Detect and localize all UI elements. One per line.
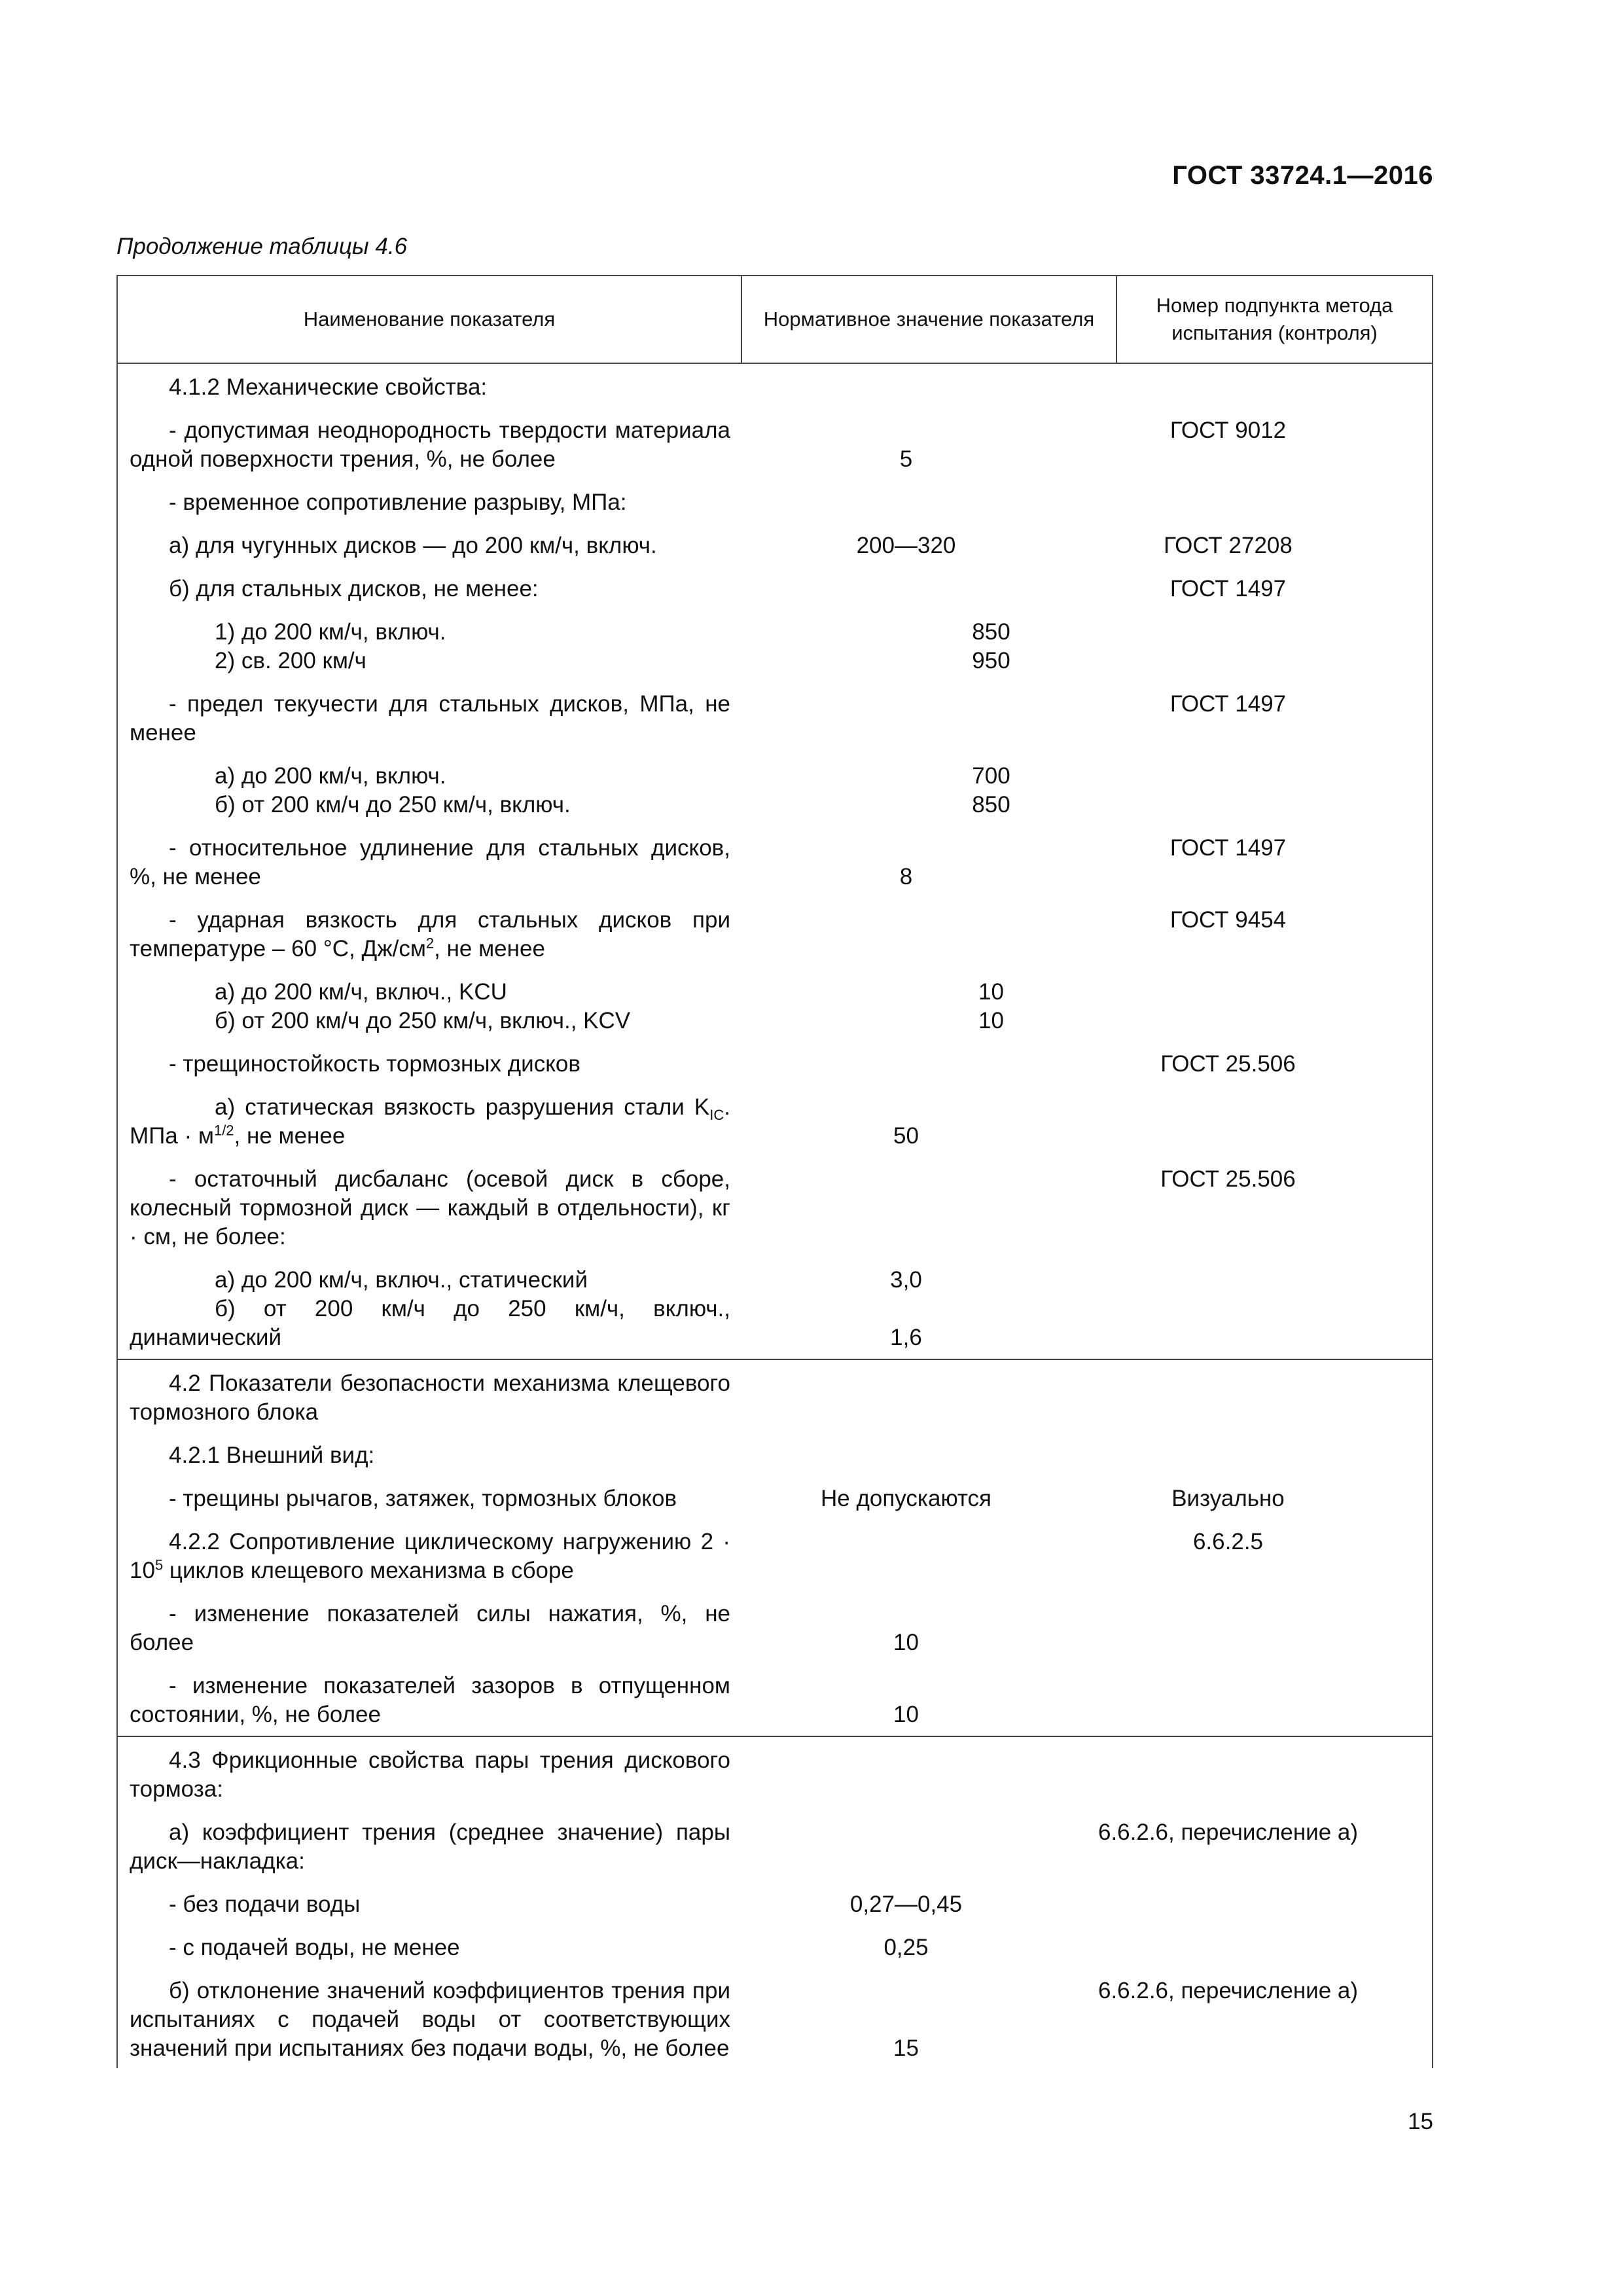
row-value: 8 (899, 864, 913, 889)
row-name-line: а) до 200 км/ч, включ. (215, 763, 446, 789)
row-name: - с подачей воды, не менее (169, 1935, 460, 1960)
table-row (130, 1093, 1420, 1151)
row-method (1167, 762, 1459, 819)
row-name: 4.2.2 Сопротивление циклическому нагружению $2 \cdot 10^5$ циклов клещевого механизма в сборе (130, 1529, 730, 1583)
row-value-line: 10 (978, 1008, 1004, 1033)
table-row (130, 1165, 1420, 1251)
row-method (1082, 1093, 1374, 1151)
row-method (1082, 1266, 1374, 1352)
page-number: 15 (1408, 2109, 1433, 2134)
row-value: 50 (893, 1123, 919, 1149)
row-method (1082, 1746, 1374, 1804)
row-name: 4.2 Показатели безопасности механизма клещевого тормозного блока (130, 1371, 730, 1425)
table-row (130, 906, 1420, 963)
row-name: 4.1.2 Механические свойства: (169, 374, 488, 400)
section-friction-properties (117, 1736, 1433, 2068)
row-method: ГОСТ 1497 (1169, 835, 1287, 861)
table-row (130, 416, 1420, 474)
row-name-line: а) до 200 км/ч, включ., статический (215, 1267, 588, 1293)
row-method (1082, 373, 1374, 402)
row-value (730, 575, 1082, 603)
row-name (130, 618, 815, 675)
row-value-line: 850 (972, 619, 1010, 645)
row-name: - трещиностойкость тормозных дисков (169, 1051, 580, 1077)
section-caliper-safety (117, 1359, 1433, 1736)
row-name: 4.3 Фрикционные свойства пары трения дискового тормоза: (130, 1748, 730, 1802)
row-value: 10 (893, 1702, 919, 1727)
row-name-line: б) от 200 км/ч до 250 км/ч, включ., динамический (130, 1296, 730, 1350)
header-indicator-name: Наименование показателя (117, 276, 741, 363)
row-name-line: б) от 200 км/ч до 250 км/ч, включ., KCV (215, 1008, 631, 1033)
row-name (130, 978, 815, 1035)
row-name-line: а) до 200 км/ч, включ., KCU (215, 979, 507, 1005)
row-value: 200—320 (856, 533, 956, 558)
row-value (730, 1369, 1082, 1427)
table-row (130, 1600, 1420, 1657)
row-name: 4.2.1 Внешний вид: (169, 1443, 375, 1468)
row-value-line: 3,0 (890, 1267, 922, 1293)
row-name-line: 2) св. 200 км/ч (215, 648, 366, 673)
row-value (730, 373, 1082, 402)
table-row (130, 1933, 1420, 1962)
row-value: 10 (893, 1630, 919, 1655)
row-method (1167, 978, 1459, 1035)
table-row (130, 1484, 1420, 1513)
row-method (1167, 618, 1459, 675)
row-name: - изменение показателей зазоров в отпущенном состоянии, %, не более (130, 1673, 730, 1727)
table-row (130, 618, 1420, 675)
row-name: б) отклонение значений коэффициентов трения при испытаниях с подачей воды от соответствующих значений при испытаниях без подачи воды, %, не более (130, 1978, 730, 2061)
table-row (130, 1672, 1420, 1729)
table-row (130, 834, 1420, 891)
table-header-row (117, 276, 1433, 363)
row-name: а) статическая вязкость разрушения стали $K_{IC}$. МПа · $м^{1/2}$, не менее (130, 1094, 730, 1149)
row-value (730, 1165, 1082, 1251)
row-method: ГОСТ 1497 (1169, 576, 1287, 601)
row-name: - относительное удлинение для стальных дисков, %, не менее (130, 835, 730, 889)
row-method (1082, 1672, 1374, 1729)
row-method (1082, 1600, 1374, 1657)
row-method: ГОСТ 9012 (1169, 418, 1287, 443)
row-name-line: 1) до 200 км/ч, включ. (215, 619, 446, 645)
row-value (815, 978, 1167, 1035)
row-method (1082, 1369, 1374, 1427)
row-value: 0,25 (883, 1935, 929, 1960)
table-row (130, 1818, 1420, 1876)
row-value (815, 762, 1167, 819)
row-value (730, 1746, 1082, 1804)
row-name: - ударная вязкость для стальных дисков при температуре – 60 °С, $Дж/см^2$, не менее (130, 907, 730, 961)
row-name: а) коэффициент трения (среднее значение) пары диск—накладка: (130, 1820, 730, 1874)
row-value (730, 690, 1082, 747)
table-row (130, 1441, 1420, 1470)
row-value: 0,27—0,45 (849, 1892, 963, 1917)
row-value: 5 (899, 446, 913, 472)
table-row (130, 978, 1420, 1035)
table-row (130, 1746, 1420, 1804)
table-row (130, 1890, 1420, 1919)
row-method: 6.6.2.5 (1192, 1529, 1264, 1554)
row-name: - допустимая неоднородность твердости материала одной поверхности трения, %, не более (130, 418, 730, 472)
table-row (130, 373, 1420, 402)
indicators-table (116, 275, 1433, 2068)
row-method: ГОСТ 27208 (1164, 533, 1293, 558)
row-name: - временное сопротивление разрыву, МПа: (169, 490, 627, 515)
section-mechanical-properties (117, 363, 1433, 1359)
table-row (130, 575, 1420, 603)
row-method: ГОСТ 25.506 (1160, 1051, 1296, 1077)
row-value-line: 850 (972, 792, 1010, 817)
row-method: 6.6.2.6, перечисление а) (1097, 1820, 1359, 1845)
table-row (130, 690, 1420, 747)
table-row (130, 1369, 1420, 1427)
document-code: ГОСТ 33724.1—2016 (1172, 161, 1433, 190)
row-method (1082, 1890, 1374, 1919)
table-row (130, 1050, 1420, 1079)
row-value-line: 10 (978, 979, 1004, 1005)
row-value (730, 1818, 1082, 1876)
table-row (130, 1528, 1420, 1585)
row-name-line: б) от 200 км/ч до 250 км/ч, включ. (215, 792, 571, 817)
row-value: 15 (893, 2036, 919, 2061)
row-name: - без подачи воды (169, 1892, 361, 1917)
row-value (730, 1266, 1082, 1352)
row-value (730, 1441, 1082, 1470)
row-method: Визуально (1171, 1486, 1285, 1511)
table-row (130, 488, 1420, 517)
row-value (815, 618, 1167, 675)
row-name: - трещины рычагов, затяжек, тормозных блоков (169, 1486, 677, 1511)
row-method: ГОСТ 9454 (1169, 907, 1287, 933)
table-caption: Продолжение таблицы 4.6 (116, 234, 408, 259)
row-value-line: 950 (972, 648, 1010, 673)
row-method: 6.6.2.6, перечисление а) (1097, 1978, 1359, 2003)
row-name: - предел текучести для стальных дисков, МПа, не менее (130, 691, 730, 745)
table-row (130, 762, 1420, 819)
row-name (130, 1266, 730, 1352)
table-row (130, 531, 1420, 560)
row-name: - остаточный дисбаланс (осевой диск в сборе, колесный тормозной диск — каждый в отдельности), кг · см, не более: (130, 1166, 730, 1249)
row-name: б) для стальных дисков, не менее: (169, 576, 539, 601)
row-name (130, 762, 815, 819)
table-row (130, 1977, 1420, 2063)
row-name: а) для чугунных дисков — до 200 км/ч, включ. (169, 533, 657, 558)
row-value (730, 488, 1082, 517)
row-method (1082, 1441, 1374, 1470)
row-value (730, 906, 1082, 963)
header-test-method: Номер подпункта метода испытания (контроля) (1116, 276, 1433, 363)
row-value (730, 1050, 1082, 1079)
table-row (130, 1266, 1420, 1352)
row-value (730, 1528, 1082, 1585)
row-method (1082, 488, 1374, 517)
row-method: ГОСТ 25.506 (1160, 1166, 1296, 1192)
row-name: - изменение показателей силы нажатия, %, не более (130, 1601, 730, 1655)
row-value-line: 1,6 (890, 1325, 922, 1350)
row-method (1082, 1933, 1374, 1962)
header-normative-value: Нормативное значение показателя (741, 276, 1116, 363)
row-value-line: 700 (972, 763, 1010, 789)
row-method: ГОСТ 1497 (1169, 691, 1287, 717)
row-value: Не допускаются (820, 1486, 992, 1511)
